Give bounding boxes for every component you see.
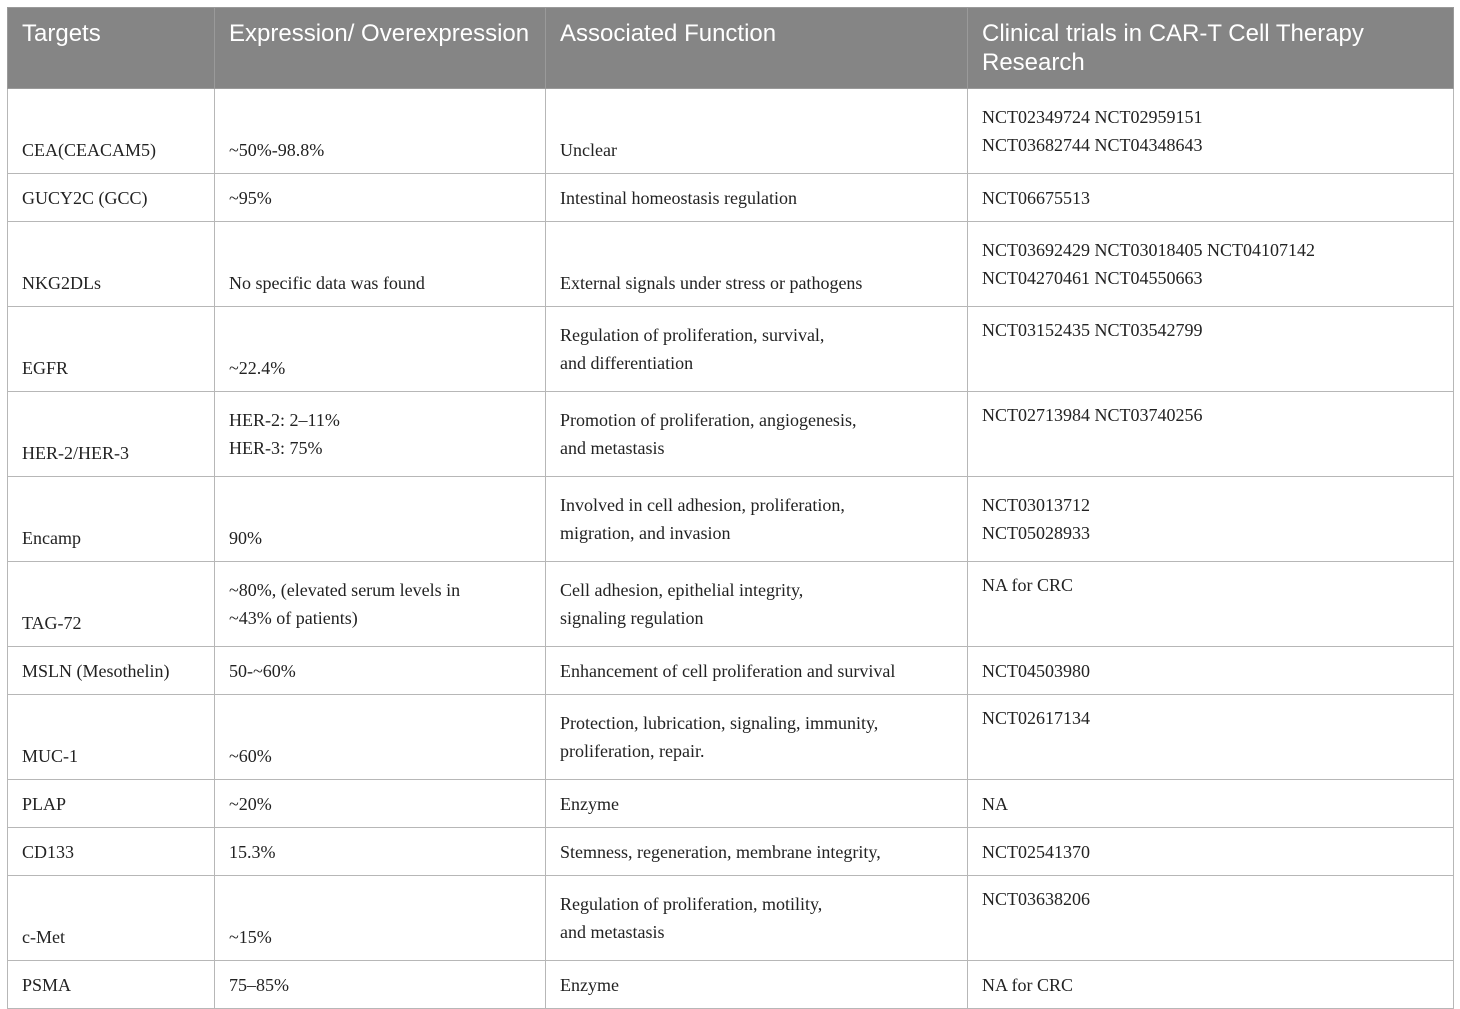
- table-row: [8, 392, 1454, 477]
- cell-trials: NCT03152435 NCT03542799: [968, 307, 1454, 392]
- cell-trials: NCT02713984 NCT03740256: [968, 392, 1454, 477]
- cell-trials: NCT02349724 NCT02959151 NCT03682744 NCT04348643: [968, 89, 1454, 174]
- header-trials: Clinical trials in CAR-T Cell Therapy Research: [968, 8, 1454, 89]
- cell-function: Stemness, regeneration, membrane integrity,: [546, 828, 968, 876]
- cell-trials: NA for CRC: [968, 562, 1454, 647]
- cell-target: HER-2/HER-3: [8, 392, 215, 477]
- cell-target: TAG-72: [8, 562, 215, 647]
- table-row: [8, 780, 1454, 828]
- cell-expression: 15.3%: [215, 828, 546, 876]
- cell-function: Involved in cell adhesion, proliferation, migration, and invasion: [546, 477, 968, 562]
- cell-target: CEA(CEACAM5): [8, 89, 215, 174]
- cell-target: CD133: [8, 828, 215, 876]
- cell-expression: ~60%: [215, 695, 546, 780]
- cell-expression: ~22.4%: [215, 307, 546, 392]
- table-row: [8, 222, 1454, 307]
- table-row: [8, 89, 1454, 174]
- cell-target: EGFR: [8, 307, 215, 392]
- cell-expression: ~15%: [215, 876, 546, 961]
- cell-trials: NA for CRC: [968, 961, 1454, 1009]
- cell-function: Unclear: [546, 89, 968, 174]
- cell-function: Regulation of proliferation, survival, and differentiation: [546, 307, 968, 392]
- cell-target: c-Met: [8, 876, 215, 961]
- cell-target: NKG2DLs: [8, 222, 215, 307]
- cell-trials: NA: [968, 780, 1454, 828]
- table-row: [8, 828, 1454, 876]
- table-row: [8, 562, 1454, 647]
- cell-target: GUCY2C (GCC): [8, 174, 215, 222]
- cell-expression: No specific data was found: [215, 222, 546, 307]
- cell-expression: 75–85%: [215, 961, 546, 1009]
- cell-expression: ~50%-98.8%: [215, 89, 546, 174]
- cell-target: Encamp: [8, 477, 215, 562]
- cell-trials: NCT03692429 NCT03018405 NCT04107142 NCT04270461 NCT04550663: [968, 222, 1454, 307]
- cell-function: External signals under stress or pathogens: [546, 222, 968, 307]
- table-row: [8, 647, 1454, 695]
- cell-target: PLAP: [8, 780, 215, 828]
- cell-trials: NCT06675513: [968, 174, 1454, 222]
- cell-expression: 90%: [215, 477, 546, 562]
- cell-function: Enhancement of cell proliferation and survival: [546, 647, 968, 695]
- cell-function: Enzyme: [546, 780, 968, 828]
- cell-expression: ~20%: [215, 780, 546, 828]
- cell-trials: NCT04503980: [968, 647, 1454, 695]
- table-row: [8, 695, 1454, 780]
- table-header: [8, 8, 1454, 89]
- cell-trials: NCT02617134: [968, 695, 1454, 780]
- cell-expression: ~80%, (elevated serum levels in ~43% of patients): [215, 562, 546, 647]
- header-row: [8, 8, 1454, 89]
- cell-function: Enzyme: [546, 961, 968, 1009]
- table-row: [8, 961, 1454, 1009]
- cell-expression: HER-2: 2–11% HER-3: 75%: [215, 392, 546, 477]
- table-body: [8, 89, 1454, 1009]
- table-row: [8, 876, 1454, 961]
- header-function: Associated Function: [546, 8, 968, 89]
- cell-trials: NCT03013712 NCT05028933: [968, 477, 1454, 562]
- header-expression: Expression/ Overexpression: [215, 8, 546, 89]
- cell-function: Intestinal homeostasis regulation: [546, 174, 968, 222]
- cell-function: Regulation of proliferation, motility, and metastasis: [546, 876, 968, 961]
- table-row: [8, 174, 1454, 222]
- cell-function: Protection, lubrication, signaling, immunity, proliferation, repair.: [546, 695, 968, 780]
- cell-trials: NCT02541370: [968, 828, 1454, 876]
- table-row: [8, 307, 1454, 392]
- cell-expression: ~95%: [215, 174, 546, 222]
- cell-target: MUC-1: [8, 695, 215, 780]
- cell-function: Promotion of proliferation, angiogenesis, and metastasis: [546, 392, 968, 477]
- targets-table: [7, 7, 1454, 1009]
- cell-trials: NCT03638206: [968, 876, 1454, 961]
- cell-expression: 50-~60%: [215, 647, 546, 695]
- cell-target: MSLN (Mesothelin): [8, 647, 215, 695]
- header-targets: Targets: [8, 8, 215, 89]
- cell-function: Cell adhesion, epithelial integrity, signaling regulation: [546, 562, 968, 647]
- cell-target: PSMA: [8, 961, 215, 1009]
- table-row: [8, 477, 1454, 562]
